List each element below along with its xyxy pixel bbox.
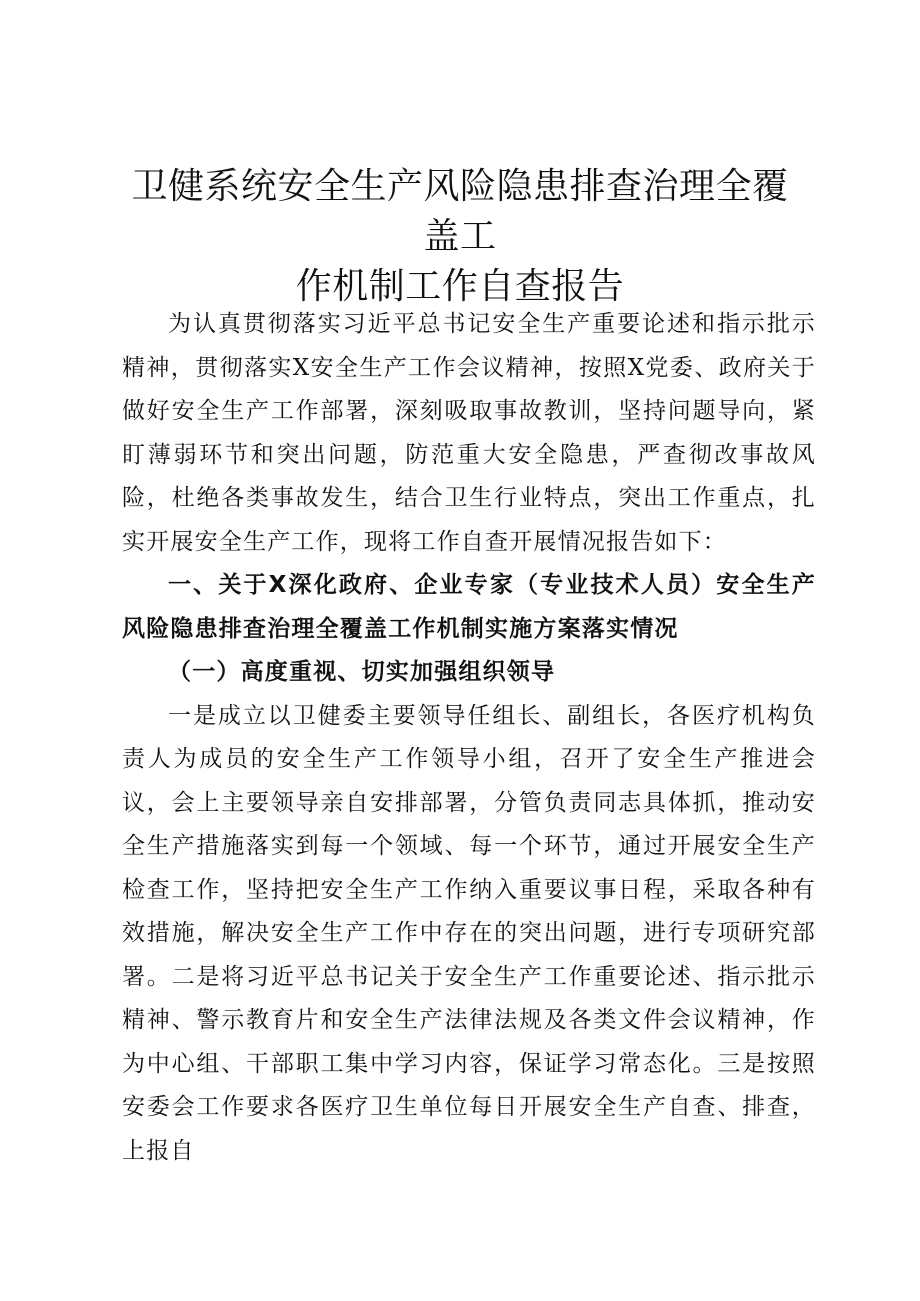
- intro-paragraph: 为认真贯彻落实习近平总书记安全生产重要论述和指示批示精神，贯彻落实X安全生产工作会议精神，按照X党委、政府关于做好安全生产工作部署，深刻吸取事故教训，坚持问题导向，紧盯薄弱环节和突出问题，防范重大安全隐患，严查彻改事故风险，杜绝各类事故发生，结合卫生行业特点，突出工作重点，扎实开展安全生产工作，现将工作自查开展情况报告如下：: [122, 311, 816, 555]
- subsection-heading-1: （一）高度重视、切实加强组织领导: [168, 659, 556, 685]
- subsection-1-paragraph: 一是成立以卫健委主要领导任组长、副组长，各医疗机构负责人为成员的安全生产工作领导小组，召开了安全生产推进会议，会上主要领导亲自安排部署，分管负责同志具体抓，推动安全生产措施落实到每一个领域、每一个环节，通过开展安全生产检查工作，坚持把安全生产工作纳入重要议事日程，采取各种有效措施，解决安全生产工作中存在的突出问题，进行专项研究部署。二是将习近平总书记关于安全生产工作重要论述、指示批示精神、警示教育片和安全生产法律法规及各类文件会议精神，作为中心组、干部职工集中学习内容，保证学习常态化。三是按照安委会工作要求各医疗卫生单位每日开展安全生产自查、排查，上报自: [122, 702, 816, 1164]
- document-title: [120, 162, 800, 312]
- title-line-1: 卫健系统安全生产风险隐患排查治理全覆盖工: [131, 166, 789, 257]
- title-line-2: 作机制工作自查报告: [295, 266, 625, 307]
- section-heading-1: 一、关于X深化政府、企业专家（专业技术人员）安全生产风险隐患排查治理全覆盖工作机制实施方案落实情况: [122, 572, 816, 642]
- document-body: [122, 303, 816, 1173]
